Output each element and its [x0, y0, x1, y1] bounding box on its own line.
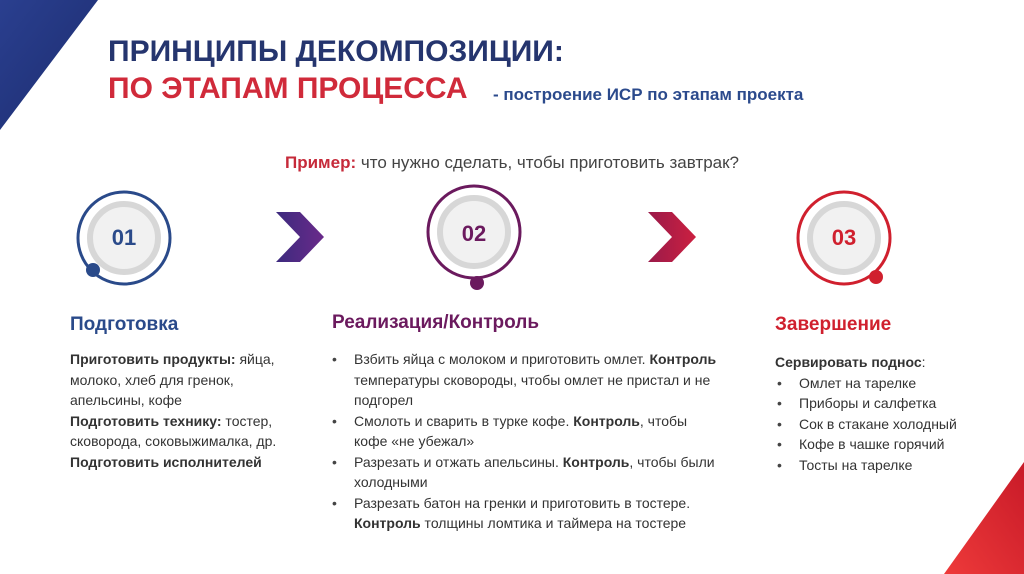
- step-2-list: [330, 349, 722, 534]
- step-3-title: Завершение: [775, 314, 892, 335]
- step-2-number: 02: [461, 221, 487, 246]
- step-3-list: [775, 373, 995, 476]
- step-1-item: [70, 452, 302, 473]
- list-item: • Разрезать и отжать апельсины. Контроль, чтобы были холодными: [330, 452, 722, 493]
- page-subtitle: - построение ИСР по этапам проекта: [493, 85, 804, 104]
- corner-decoration-bottom-right: [944, 462, 1024, 574]
- example-text: что нужно сделать, чтобы приготовить завтрак?: [356, 153, 739, 172]
- list-item: • Смолоть и сварить в турке кофе. Контроль, чтобы кофе «не убежал»: [330, 411, 722, 452]
- list-item: • Тосты на тарелке: [775, 455, 995, 476]
- step-2-title: Реализация/Контроль: [332, 312, 540, 333]
- step-1-item-bold: Приготовить продукты:: [70, 351, 236, 367]
- list-item: • Сок в стакане холодный: [775, 414, 995, 435]
- step-3-content: [775, 352, 995, 475]
- step-1-number: 01: [111, 225, 137, 250]
- example-label: Пример:: [285, 153, 357, 172]
- chevron-right-icon: [276, 212, 324, 262]
- step-1-title: Подготовка: [70, 314, 179, 335]
- list-item: • Омлет на тарелке: [775, 373, 995, 394]
- list-item: • Разрезать батон на гренки и приготовить в тостере. Контроль толщины ломтика и таймера на тостере: [330, 493, 722, 534]
- step-1-item-bold: Подготовить технику:: [70, 412, 222, 429]
- title-line-1: ПРИНЦИПЫ ДЕКОМПОЗИЦИИ:: [108, 35, 564, 68]
- title-line-2: ПО ЭТАПАМ ПРОЦЕССА: [108, 72, 468, 106]
- step-1-content: [70, 349, 302, 472]
- step-3-number: 03: [831, 225, 857, 250]
- step-2-content: [330, 349, 722, 534]
- example-line: [0, 153, 1024, 173]
- corner-decoration-top-left: [0, 0, 100, 132]
- step-1-item: Приготовить продукты: яйца, молоко, хлеб для гренок, апельсины, кофе: [70, 351, 275, 408]
- step-1-item-bold: Подготовить исполнителей: [70, 453, 262, 470]
- step-1-item: Подготовить технику: тостер, сковорода, соковыжималка, др.: [70, 412, 277, 449]
- step-3-intro: Сервировать поднос:: [775, 354, 926, 370]
- list-item: • Приборы и салфетка: [775, 393, 995, 414]
- list-item: • Кофе в чашке горячий: [775, 434, 995, 455]
- list-item: • Взбить яйца с молоком и приготовить омлет. Контроль температуры сковороды, чтобы омлет не пристал и не подгорел: [330, 349, 722, 411]
- chevron-right-icon: [648, 212, 696, 262]
